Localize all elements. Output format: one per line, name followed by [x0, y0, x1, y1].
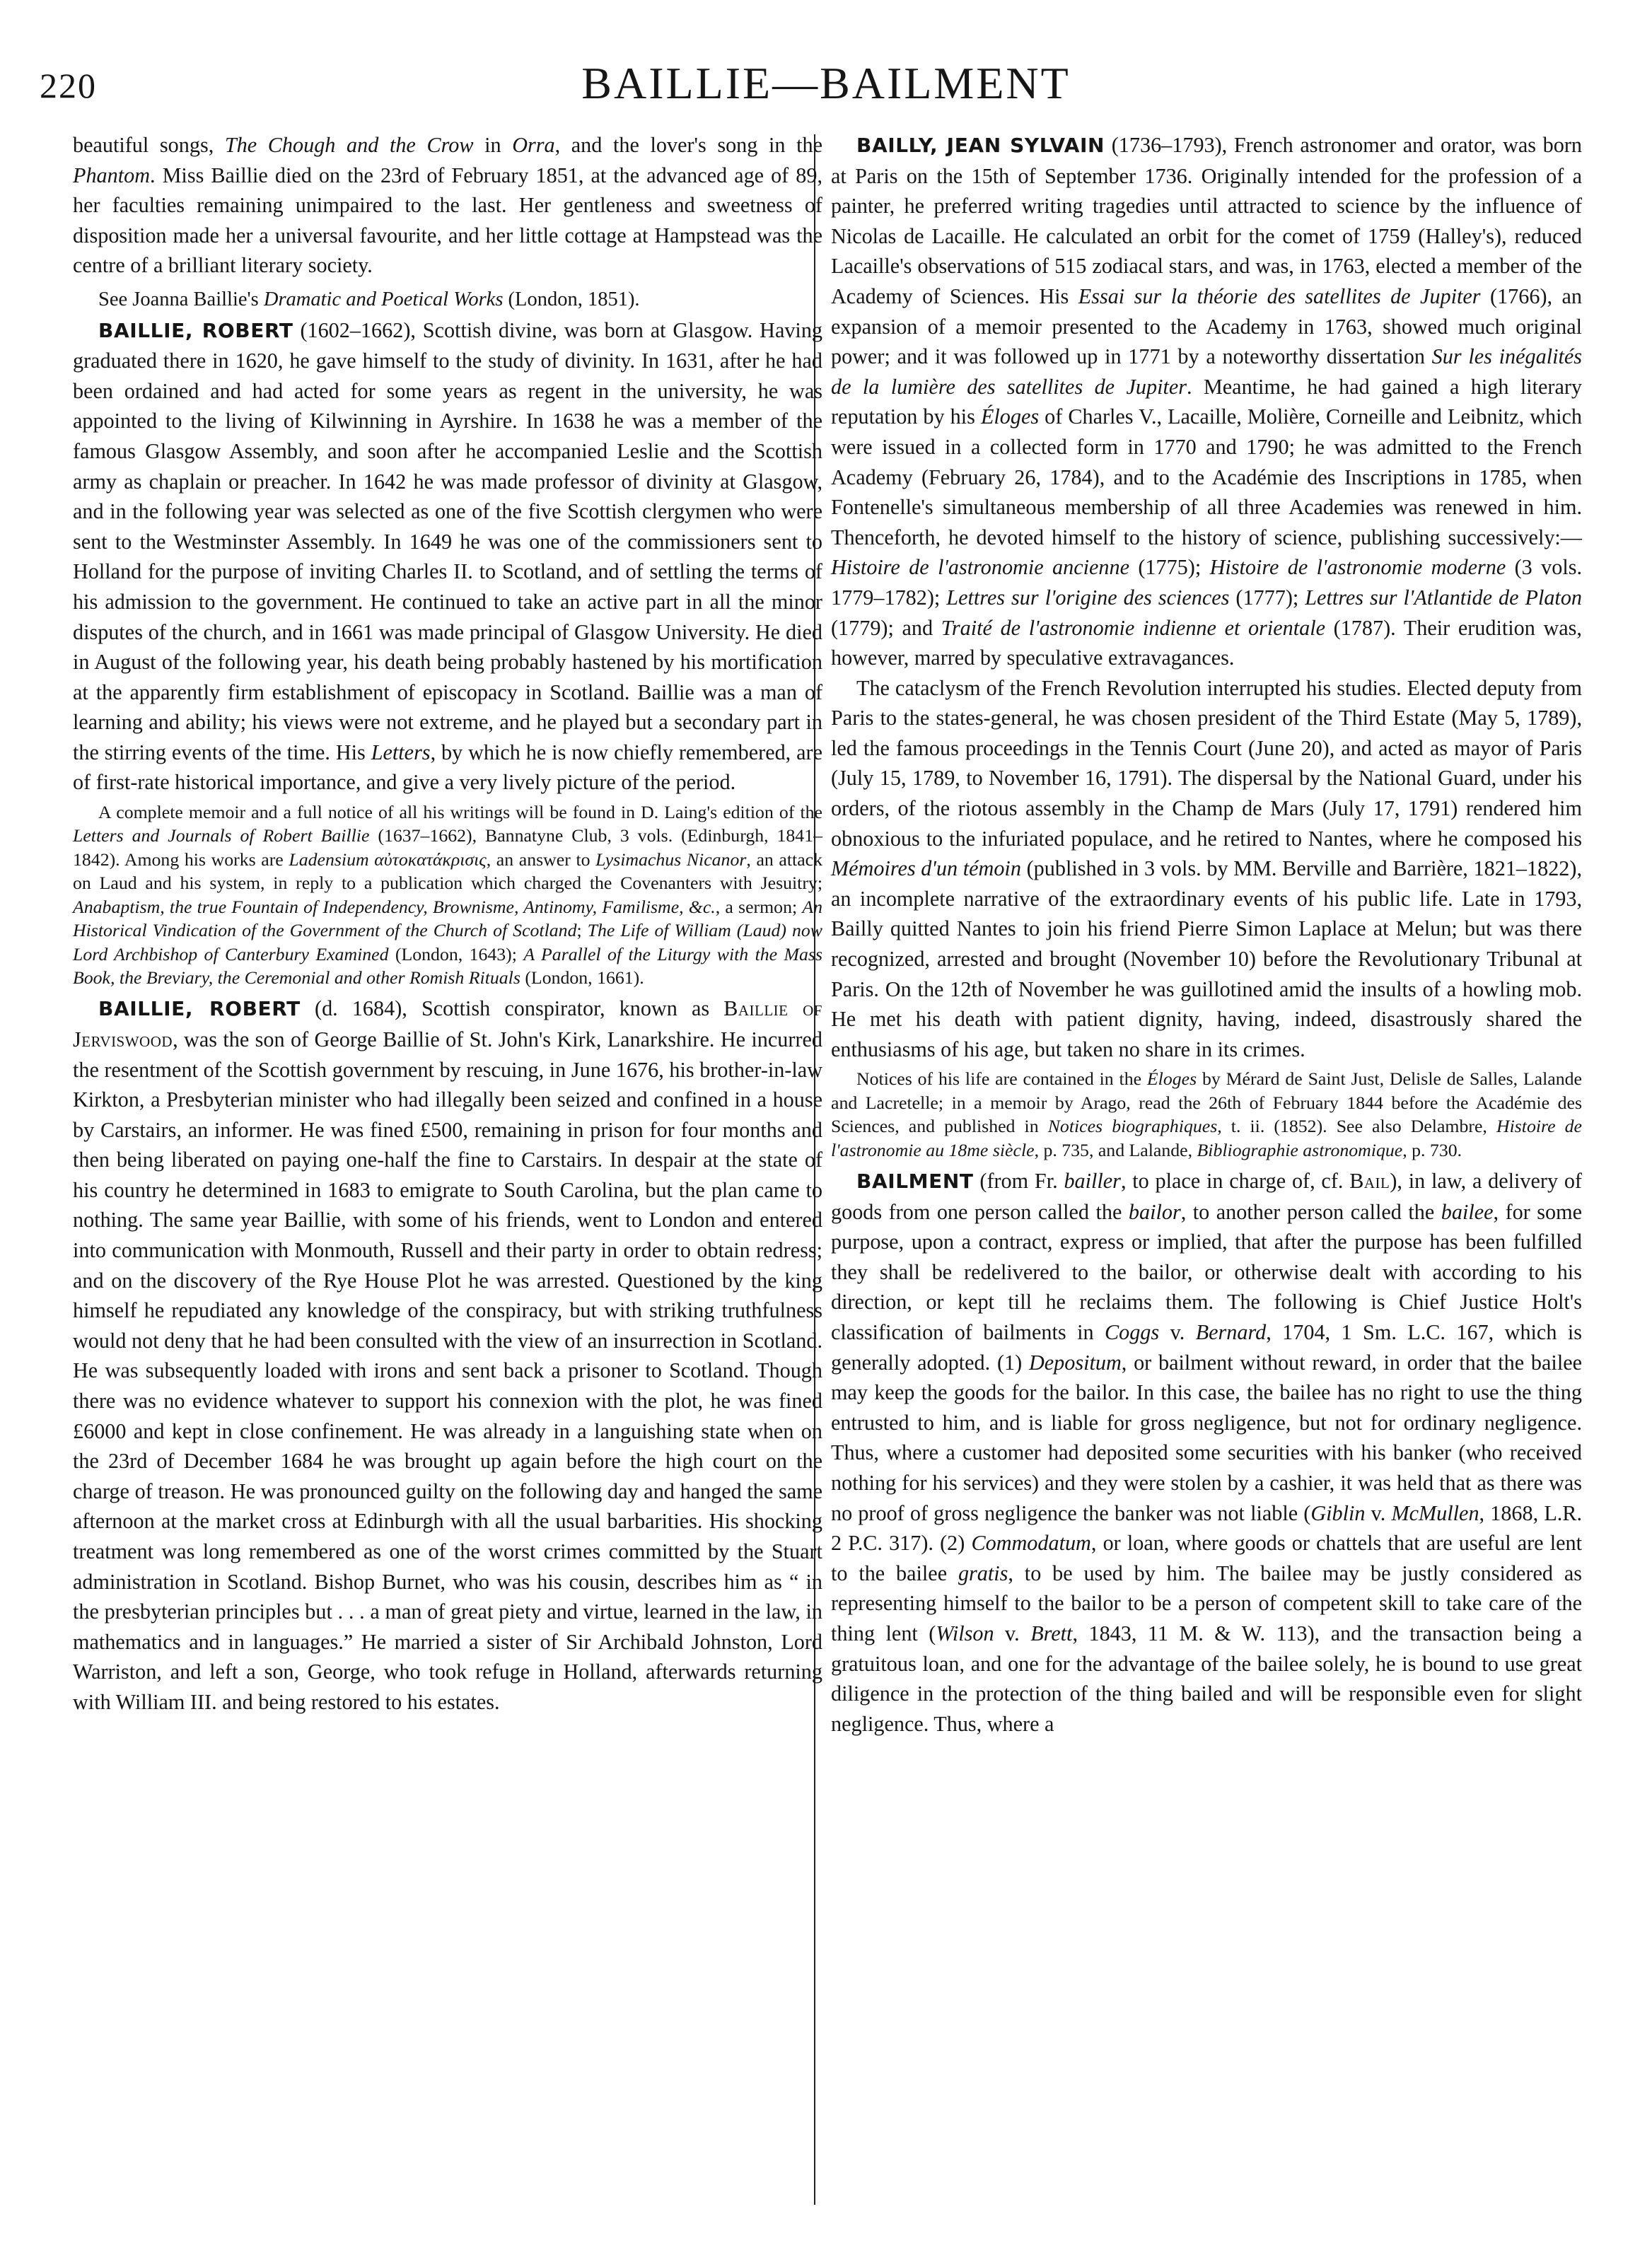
bailly-reference-note: Notices of his life are contained in the Éloges by Mérard de Saint Just, Delisle de Salles, Lalande and Lacretelle; in a memoir by Arago, read the 26th of February 1844 before the Académie des Sciences, and published in Notices biographiques, t. ii. (1852). See also Delambre, Histoire de l'astronomie au 18me siècle, p. 735, and Lalande, Bibliographie astronomique, p. 730.: [831, 1068, 1582, 1160]
article-baillie-robert-divine: BAILLIE, ROBERT (1602–1662), Scottish divine, was born at Glasgow. Having graduated there in 1620, he gave himself to the study of divinity. In 1631, after he had been ordained and had acted for some years as regent in the university, he was appointed to the living of Kilwinning in Ayrshire. In 1638 he was a member of the famous Glasgow Assembly, and soon after he accompanied Leslie and the Scottish army as chaplain or preacher. In 1642 he was made professor of divinity at Glasgow, and in the following year was selected as one of the five Scottish clergymen who were sent to the Westminster Assembly. In 1649 he was one of the commissioners sent to Holland for the purpose of inviting Charles II. to Scotland, and of settling the terms of his admission to the government. He continued to take an active part in all the minor disputes of the church, and in 1661 was made principal of Glasgow University. He died in August of the following year, his death being probably hastened by his mortification at the apparently firm establishment of episcopacy in Scotland. Baillie was a man of learning and ability; his views were not extreme, and he played but a secondary part in the stirring events of the time. His Letters, by which he is now chiefly remembered, are of first-rate historical importance, and give a very lively picture of the period.: [73, 317, 823, 795]
baillie-robert-divine-note: A complete memoir and a full notice of all his writings will be found in D. Laing's edition of the Letters and Journals of Robert Baillie (1637–1662), Bannatyne Club, 3 vols. (Edinburgh, 1841–1842). Among his works are Ladensium αὐτοκατάκρισις, an answer to Lysimachus Nicanor, an attack on Laud and his system, in reply to a publication which charged the Covenanters with Jesuitry; Anabaptism, the true Fountain of Independency, Brownisme, Antinomy, Familisme, &c., a sermon; An Historical Vindication of the Government of the Church of Scotland; The Life of William (Laud) now Lord Archbishop of Canterbury Examined (London, 1643); A Parallel of the Liturgy with the Mass Book, the Breviary, the Ceremonial and other Romish Rituals (London, 1661).: [73, 802, 823, 988]
left-column: [73, 130, 822, 1718]
article-bailly-revolution: The cataclysm of the French Revolution interrupted his studies. Elected deputy from Paris to the states-general, he was chosen president of the Third Estate (May 5, 1789), led the famous proceedings in the Tennis Court (June 20), and acted as mayor of Paris (July 15, 1789, to November 16, 1791). The dispersal by the National Guard, under his orders, of the riotous assembly in the Champ de Mars (July 17, 1791) rendered him obnoxious to the infuriated populace, and he retired to Nantes, where he composed his Mémoires d'un témoin (published in 3 vols. by MM. Berville and Barrière, 1821–1822), an incomplete narrative of the extraordinary events of his public life. Late in 1793, Bailly quitted Nantes to join his friend Pierre Simon Laplace at Melun; but was there recognized, arrested and brought (November 10) before the Revolutionary Tribunal at Paris. On the 12th of November he was guillotined amid the insults of a howling mob. He met his death with patient dignity, having, indeed, disastrously shared the enthusiasms of his age, but taken no share in its crimes.: [831, 675, 1583, 1061]
joanna-reference-note: See Joanna Baillie's Dramatic and Poetical Works (London, 1851).: [98, 288, 640, 310]
page-number: 220: [40, 66, 97, 105]
article-bailment: BAILMENT (from Fr. bailler, to place in charge of, cf. Bail), in law, a delivery of goods from one person called the bailor, to another person called the bailee, for some purpose, upon a contract, express or implied, that after the purpose has been fulfilled they shall be redelivered to the bailor, or otherwise dealt with according to his direction, or kept till he reclaims them. The following is Chief Justice Holt's classification of bailments in Coggs v. Bernard, 1704, 1 Sm. L.C. 167, which is generally adopted. (1) Depositum, or bailment without reward, in order that the bailee may keep the goods for the bailor. In this case, the bailee has no right to use the thing entrusted to him, and is liable for gross negligence, but not for ordinary negligence. Thus, where a customer had deposited some securities with his banker (who received nothing for his services) and they were stolen by a cashier, it was held that as there was no proof of gross negligence the banker was not liable (Giblin v. McMullen, 1868, L.R. 2 P.C. 317). (2) Commodatum, or loan, where goods or chattels that are useful are lent to the bailee gratis, to be used by him. The bailee may be justly considered as representing himself to the bailor to be a person of competent skill to take care of the thing lent (Wilson v. Brett, 1843, 11 M. & W. 113), and the transaction being a gratuitous loan, and one for the advantage of the bailee solely, he is bound to use great diligence in the protection of the thing bailed and will be responsible even for slight negligence. Thus, where a: [831, 1169, 1583, 1736]
headword: BAILLY, JEAN SYLVAIN: [856, 134, 1105, 157]
headword: BAILLIE, ROBERT: [98, 997, 301, 1021]
headword: BAILLIE, ROBERT: [98, 318, 293, 342]
right-column: [831, 130, 1582, 1739]
article-bailly: BAILLY, JEAN SYLVAIN (1736–1793), French astronomer and orator, was born at Paris on the 15th of September 1736. Originally intended for the profession of a painter, he preferred writing tragedies until attracted to science by the influence of Nicolas de Lacaille. He calculated an orbit for the comet of 1759 (Halley's), reduced Lacaille's observations of 515 zodiacal stars, and was, in 1763, elected a member of the Academy of Sciences. His Essai sur la théorie des satellites de Jupiter (1766), an expansion of a memoir presented to the Academy in 1763, showed much original power; and it was followed up in 1771 by a noteworthy dissertation Sur les inégalités de la lumière des satellites de Jupiter. Meantime, he had gained a high literary reputation by his Éloges of Charles V., Lacaille, Molière, Corneille and Leibnitz, which were issued in a collected form in 1770 and 1790; he was admitted to the French Academy (February 26, 1784), and to the Académie des Inscriptions in 1785, when Fontenelle's simultaneous membership of all three Academies was renewed in him. Thenceforth, he devoted himself to the history of science, publishing successively:—Histoire de l'astronomie ancienne (1775); Histoire de l'astronomie moderne (3 vols. 1779–1782); Lettres sur l'origine des sciences (1777); Lettres sur l'Atlantide de Platon (1779); and Traité de l'astronomie indienne et orientale (1787). Their erudition was, however, marred by speculative extravagances.: [831, 133, 1583, 670]
headword: BAILMENT: [856, 1170, 974, 1194]
running-title: BAILLIE—BAILMENT: [581, 58, 1071, 108]
article-baillie-robert-conspirator: BAILLIE, ROBERT (d. 1684), Scottish conspirator, known as Baillie of Jerviswood, was the son of George Baillie of St. John's Kirk, Lanarkshire. He incurred the resentment of the Scottish government by rescuing, in June 1676, his brother-in-law Kirkton, a Presbyterian minister who had illegally been seized and confined in a house by Carstairs, an informer. He was fined £500, remaining in prison for four months and then being liberated on paying one-half the fine to Carstairs. In despair at the state of his country he determined in 1683 to emigrate to South Carolina, but the plan came to nothing. The same year Baillie, with some of his friends, went to London and entered into communication with Monmouth, Russell and their party in order to obtain redress; and on the discovery of the Rye House Plot he was arrested. Questioned by the king himself he repudiated any knowledge of the conspiracy, but with striking truthfulness would not deny that he had been consulted with the view of an insurrection in Scotland. He was subsequently loaded with irons and sent back a prisoner to Scotland. Though there was no evidence whatever to support his connexion with the plot, he was fined £6000 and kept in close confinement. He was already in a languishing state when on the 23rd of December 1684 he was brought up again before the high court on the charge of treason. He was pronounced guilty on the following day and hanged the same afternoon at the market cross at Edinburgh with all the usual barbarities. His shocking treatment was long remembered as one of the worst crimes committed by the Stuart administration in Scotland. Bishop Burnet, who was his cousin, describes him as “ in the presbyterian principles but . . . a man of great piety and virtue, learned in the law, in mathematics and in languages.” He married a sister of Sir Archibald Johnston, Lord Warriston, and left a son, George, who took refuge in Holland, afterwards returning with William III. and being restored to his estates.: [73, 996, 822, 1714]
article-baillie-joanna-continuation: beautiful songs, The Chough and the Crow in Orra, and the lover's song in the Phantom. Miss Baillie died on the 23rd of February 1851, at the advanced age of 89, her faculties remaining unimpaired to the last. Her gentleness and sweetness of disposition made her a universal favourite, and her little cottage at Hampstead was the centre of a brilliant literary society.: [73, 133, 822, 278]
